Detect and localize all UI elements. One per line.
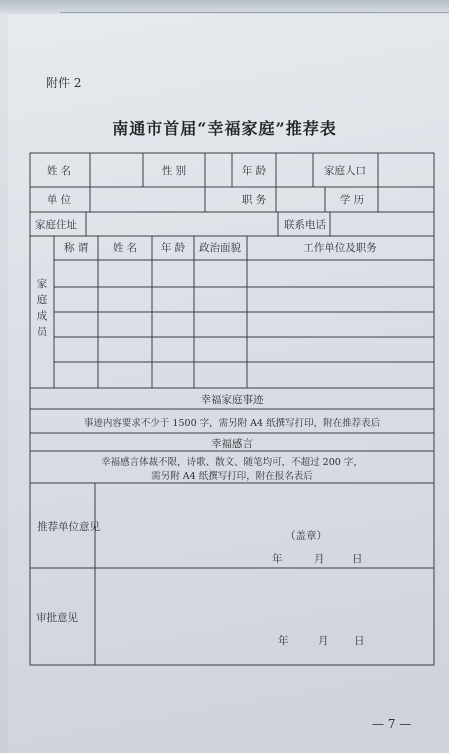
date1-day: 日: [352, 553, 363, 565]
annex-label: 附件 2: [46, 76, 82, 90]
form-title: 南通市首届“幸福家庭”推荐表: [112, 119, 337, 138]
date2-day: 日: [354, 635, 365, 647]
label-education: 学 历: [339, 194, 365, 206]
date2-year: 年: [278, 635, 289, 647]
feeling-note-line2: 需另附 A4 纸撰写打印，附在报名表后: [151, 471, 313, 482]
col-work-position: 工作单位及职务: [303, 242, 377, 254]
label-recommend: 推荐单位意见: [37, 521, 100, 533]
date2-month: 月: [318, 635, 329, 647]
feeling-header: 幸福感言: [211, 438, 253, 450]
label-gender: 性 别: [161, 165, 187, 177]
label-phone: 联系电话: [284, 219, 326, 231]
label-approval: 审批意见: [36, 612, 78, 624]
col-member-name: 姓 名: [112, 242, 138, 254]
label-position: 职 务: [241, 194, 267, 206]
label-name: 姓 名: [46, 165, 72, 177]
feeling-note-line1: 幸福感言体裁不限，诗歌、散文、随笔均可，不超过 200 字，: [101, 457, 363, 468]
members-side-1: 家: [36, 278, 48, 290]
label-work-unit: 单 位: [46, 194, 72, 206]
col-member-age: 年 龄: [160, 242, 186, 254]
date1-year: 年: [272, 553, 283, 565]
seal-note: （盖章）: [285, 530, 327, 542]
label-household: 家庭人口: [324, 165, 366, 177]
story-note: 事迹内容要求不少于 1500 字，需另附 A4 纸撰写打印，附在推荐表后: [83, 418, 381, 429]
members-side-2: 庭: [36, 294, 48, 306]
col-relation: 称 谓: [63, 242, 89, 254]
page-number: — 7 —: [372, 717, 412, 731]
members-side-3: 成: [36, 310, 48, 322]
date1-month: 月: [314, 553, 325, 565]
members-side-4: 员: [36, 326, 48, 338]
story-header: 幸福家庭事迹: [200, 394, 264, 406]
col-political: 政治面貌: [199, 242, 241, 254]
label-age: 年 龄: [241, 165, 267, 177]
label-address: 家庭住址: [35, 219, 77, 231]
